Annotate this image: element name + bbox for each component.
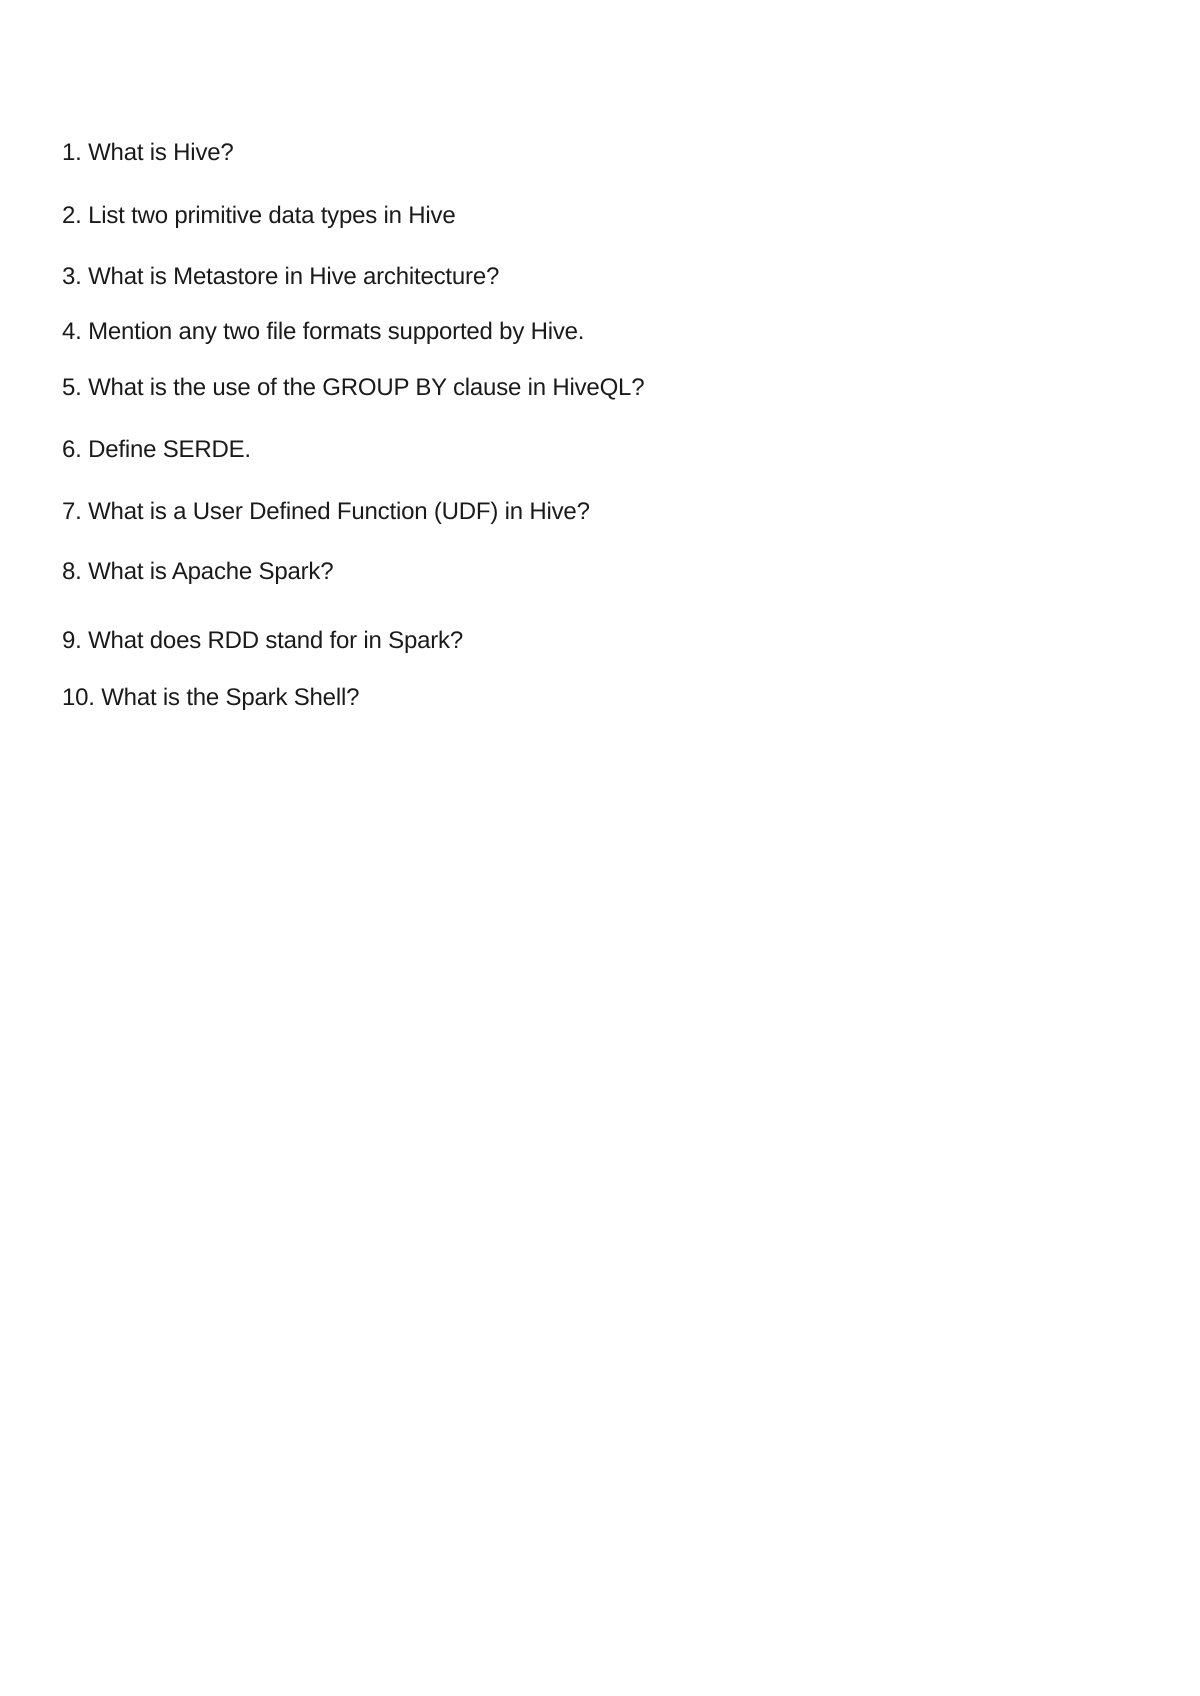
question-text: What is a User Defined Function (UDF) in Hive? [88,498,590,525]
question-text: What is Apache Spark? [88,558,334,585]
question-number: 2. [62,202,82,229]
question-item [62,684,359,712]
question-text: What is the use of the GROUP BY clause in HiveQL? [88,374,645,401]
question-item [62,139,234,167]
question-item [62,374,644,402]
question-text: What is Metastore in Hive architecture? [88,263,500,290]
question-number: 6. [62,436,82,463]
question-number: 7. [62,498,82,525]
question-item [62,318,584,346]
question-item [62,558,333,586]
question-number: 3. [62,263,82,290]
question-item [62,627,463,655]
question-item [62,202,456,230]
question-text: Mention any two file formats supported by Hive. [88,318,585,345]
question-number: 8. [62,558,82,585]
question-number: 5. [62,374,82,401]
question-item [62,436,251,464]
question-number: 10. [62,684,95,711]
question-text: List two primitive data types in Hive [88,202,456,229]
question-number: 4. [62,318,82,345]
question-text: What is Hive? [88,139,234,166]
question-number: 9. [62,627,82,654]
question-item [62,263,499,291]
question-text: What does RDD stand for in Spark? [88,627,463,654]
question-text: What is the Spark Shell? [101,684,360,711]
question-number: 1. [62,139,82,166]
question-text: Define SERDE. [88,436,251,463]
question-item [62,498,590,526]
